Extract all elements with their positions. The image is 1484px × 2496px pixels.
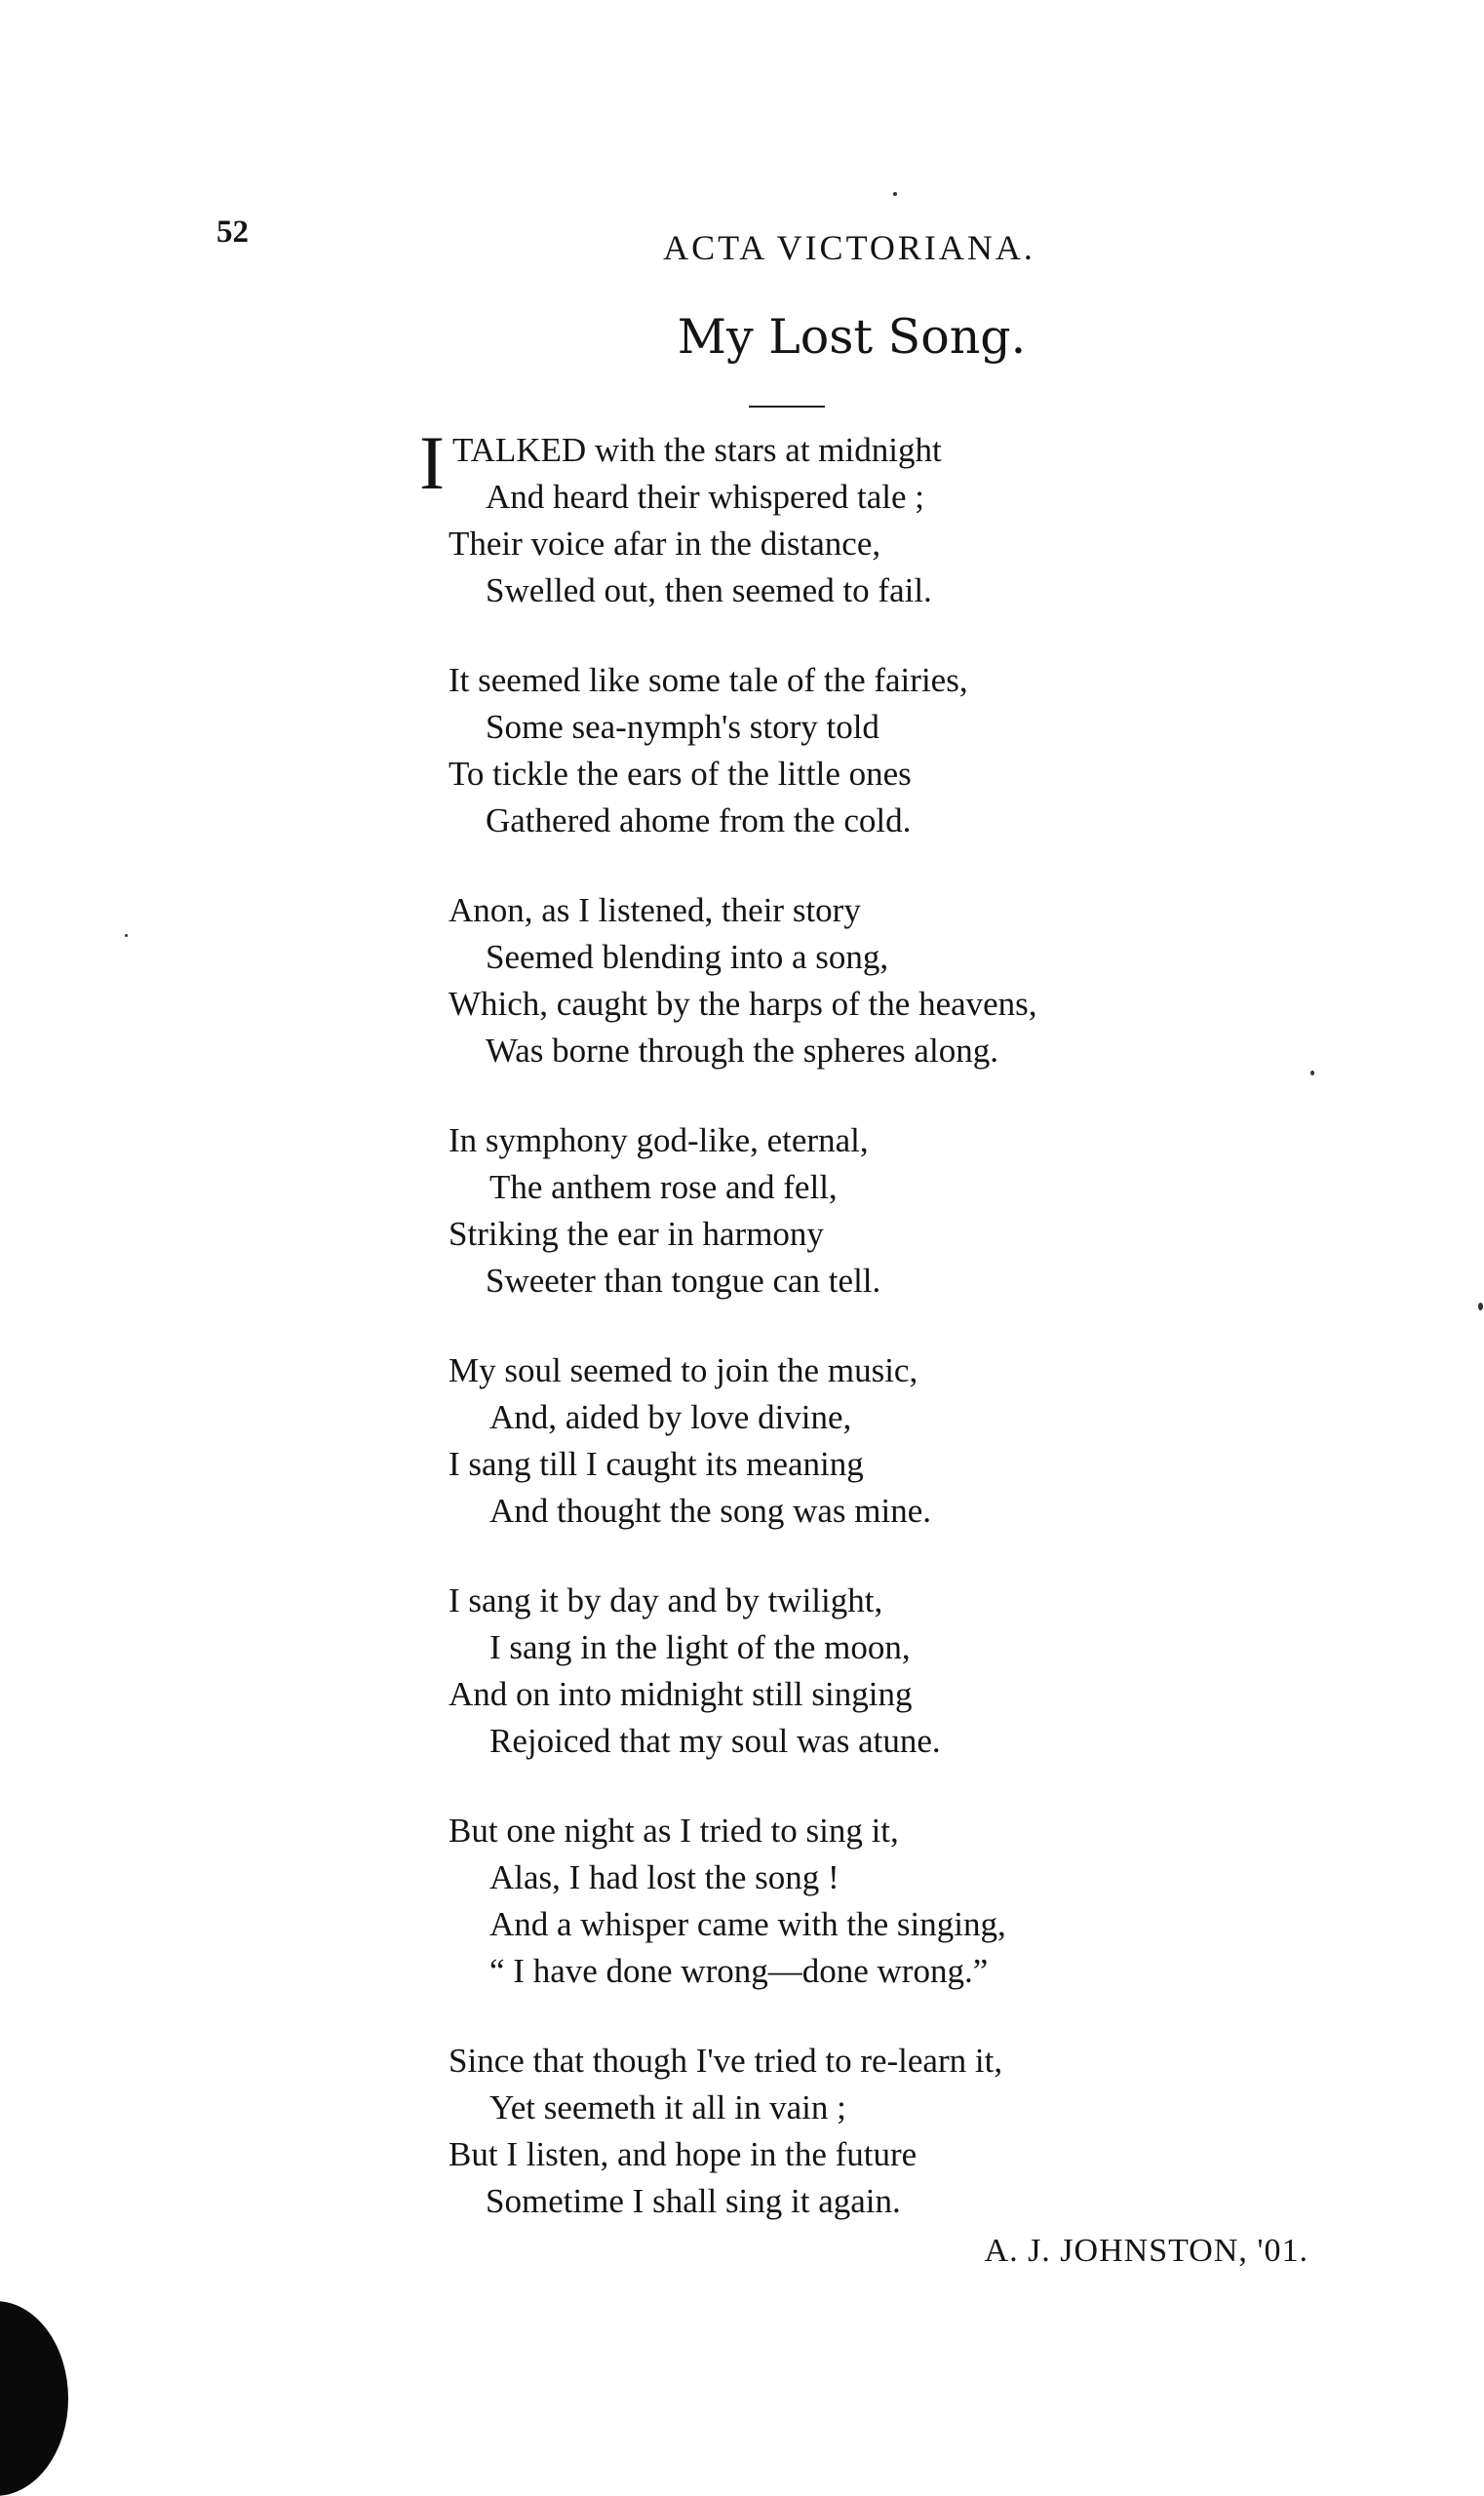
title-divider	[749, 406, 825, 408]
poem-line: It seemed like some tale of the fairies,	[449, 661, 968, 699]
poem-line: Which, caught by the harps of the heavens,	[449, 985, 1037, 1023]
poem-line: Their voice afar in the distance,	[449, 525, 881, 563]
scan-speck	[1310, 1071, 1314, 1075]
poem-line: And, aided by love divine,	[489, 1398, 852, 1436]
poem-line: And heard their whispered tale ;	[486, 478, 924, 516]
poem-line: Some sea-nymph's story told	[486, 708, 879, 746]
poem-line: But I listen, and hope in the future	[449, 2135, 918, 2173]
poem-line: Alas, I had lost the song !	[489, 1858, 840, 1896]
poem-line: Rejoiced that my soul was atune.	[489, 1722, 941, 1760]
poem-line: I sang it by day and by twilight,	[449, 1581, 883, 1619]
stanza-2	[449, 657, 1248, 844]
poem-line: Sometime I shall sing it again.	[486, 2182, 901, 2220]
poem-line: I sang till I caught its meaning	[449, 1445, 864, 1483]
drop-cap: I	[419, 420, 445, 505]
attribution: A. J. JOHNSTON, '01.	[984, 2233, 1308, 2269]
poem-body	[419, 420, 1248, 2268]
poem-line: Swelled out, then seemed to fail.	[486, 571, 932, 609]
page-number: 52	[216, 214, 249, 250]
poem-line: I sang in the light of the moon,	[489, 1628, 911, 1666]
scan-speck	[125, 934, 128, 937]
first-line-text: TALKED with the stars at midnight	[452, 431, 942, 469]
poem-line: Since that though I've tried to re-learn it,	[449, 2042, 1003, 2080]
poem-line: And thought the song was mine.	[489, 1492, 932, 1530]
poem-line: My soul seemed to join the music,	[449, 1351, 918, 1389]
poem-line: And on into midnight still singing	[449, 1675, 913, 1713]
poem-line: In symphony god-like, eternal,	[449, 1121, 869, 1159]
poem-line: And a whisper came with the singing,	[489, 1905, 1006, 1943]
running-head: ACTA VICTORIANA.	[663, 228, 1035, 267]
stanza-5	[449, 1347, 1248, 1535]
poem-line: Striking the ear in harmony	[449, 1215, 824, 1253]
poem-line: Sweeter than tongue can tell.	[486, 1262, 881, 1300]
poem-line: The anthem rose and fell,	[489, 1168, 838, 1206]
stanza-8	[449, 2038, 1248, 2225]
poem-line: Gathered ahome from the cold.	[486, 801, 912, 839]
poem-line: Yet seemeth it all in vain ;	[489, 2088, 846, 2126]
scan-speck	[893, 192, 897, 196]
stanza-7	[449, 1808, 1248, 1995]
scan-shadow	[0, 2301, 68, 2496]
stanza-4	[449, 1117, 1248, 1305]
scan-speck	[1478, 1303, 1483, 1310]
stanza-6	[449, 1578, 1248, 1765]
poem-line: Seemed blending into a song,	[486, 938, 889, 976]
stanza-1	[419, 420, 1248, 614]
poem-line: Anon, as I listened, their story	[449, 891, 861, 929]
poem-title: My Lost Song.	[677, 309, 1027, 365]
stanza-3	[449, 887, 1248, 1074]
poem-line: Was borne through the spheres along.	[486, 1032, 998, 1070]
poem-line: But one night as I tried to sing it,	[449, 1812, 899, 1850]
poem-line: “ I have done wrong—done wrong.”	[489, 1952, 989, 1990]
poem-line: To tickle the ears of the little ones	[449, 755, 912, 793]
